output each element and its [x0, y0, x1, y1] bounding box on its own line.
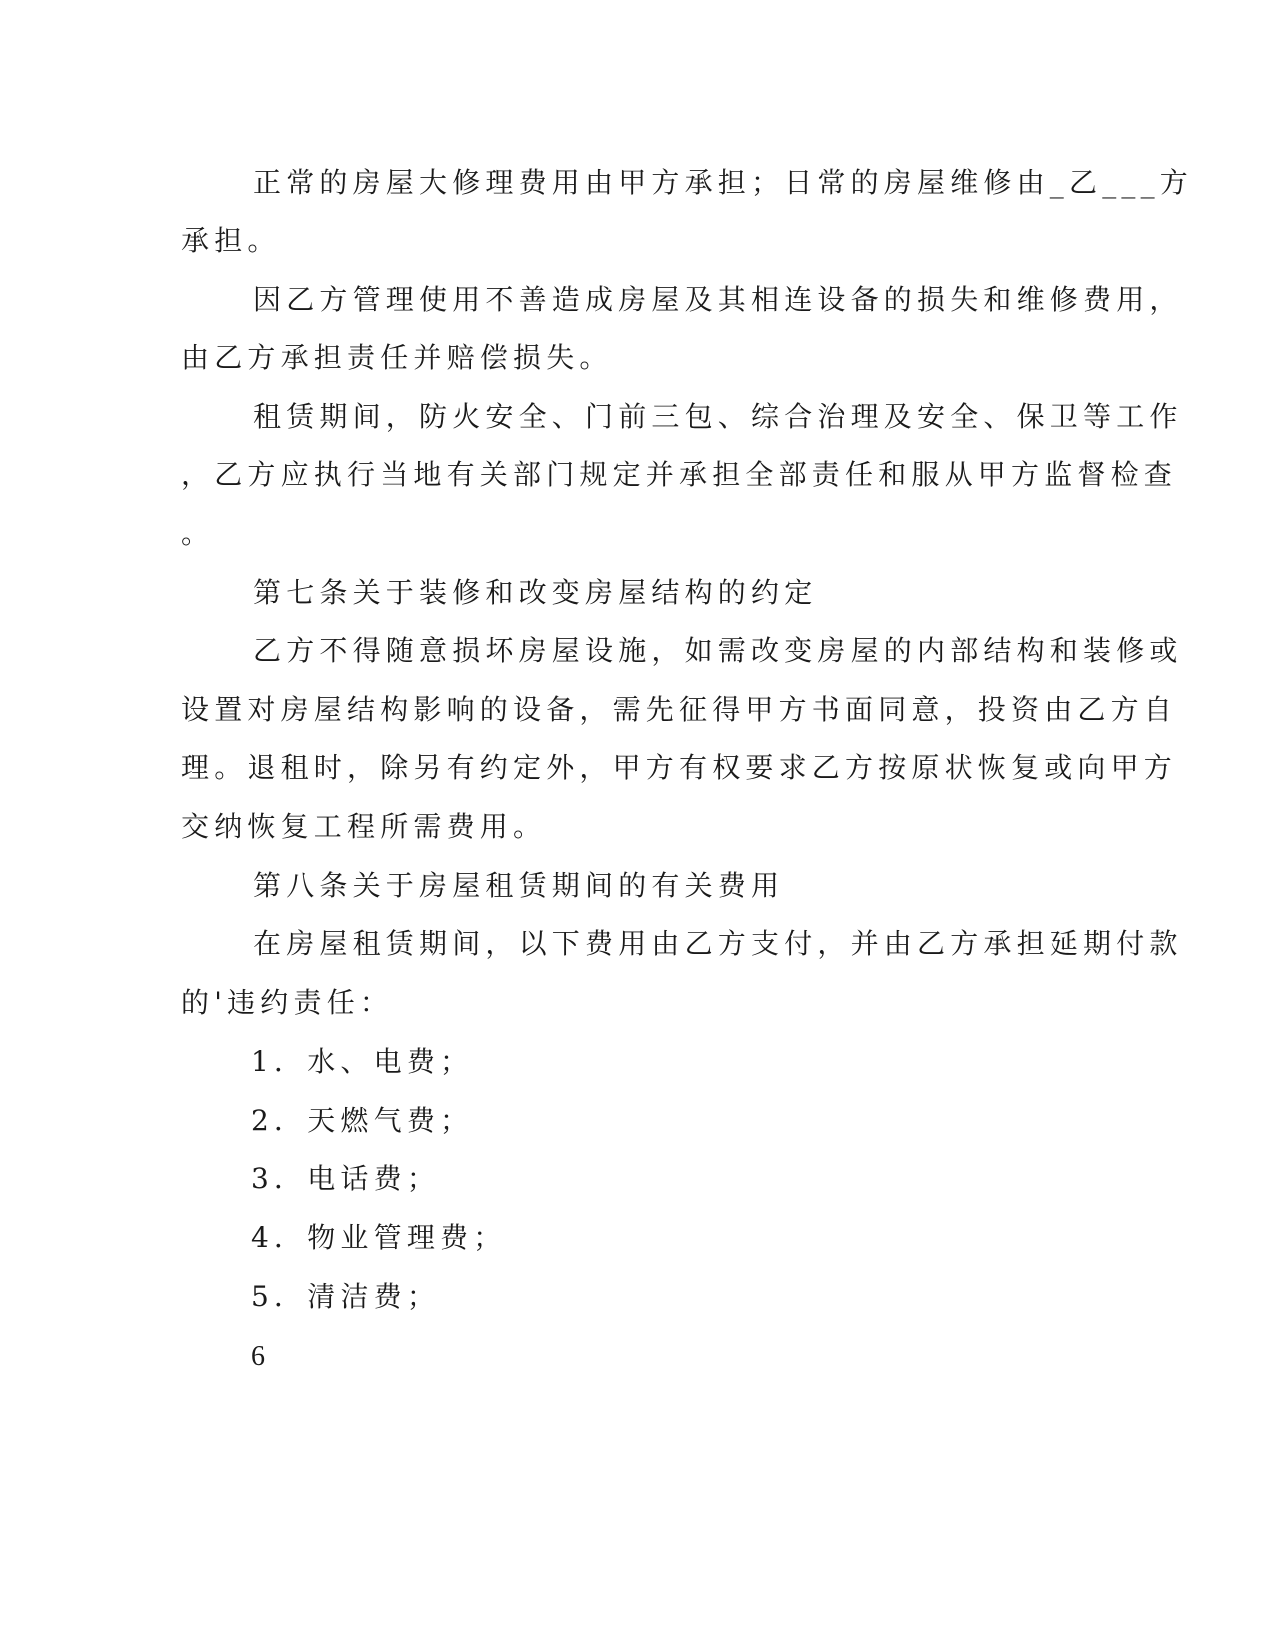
list-item: 6: [251, 1341, 265, 1372]
paragraph-line: 设置对房屋结构影响的设备，需先征得甲方书面同意，投资由乙方自: [181, 693, 1178, 726]
paragraph-line: 承担。: [181, 224, 281, 257]
paragraph-line: 因乙方管理使用不善造成房屋及其相连设备的损失和维修费用，: [253, 283, 1183, 316]
list-item: 5．清洁费；: [251, 1280, 441, 1313]
paragraph-line: ，乙方应执行当地有关部门规定并承担全部责任和服从甲方监督检查: [181, 458, 1178, 491]
paragraph-line: 正常的房屋大修理费用由甲方承担；日常的房屋维修由_乙___方: [253, 166, 1194, 199]
paragraph-line: 在房屋租赁期间，以下费用由乙方支付，并由乙方承担延期付款: [253, 927, 1183, 960]
paragraph-line: 租赁期间，防火安全、门前三包、综合治理及安全、保卫等工作: [253, 400, 1183, 433]
paragraph-line: 的'违约责任：: [181, 986, 394, 1019]
list-item: 1．水、电费；: [251, 1045, 474, 1078]
list-item: 3．电话费；: [251, 1162, 441, 1195]
paragraph-line: 理。退租时，除另有约定外，甲方有权要求乙方按原状恢复或向甲方: [181, 751, 1178, 784]
section-heading: 第七条关于装修和改变房屋结构的约定: [253, 576, 818, 609]
list-item: 4．物业管理费；: [251, 1221, 507, 1254]
paragraph-line: 乙方不得随意损坏房屋设施，如需改变房屋的内部结构和装修或: [253, 634, 1183, 667]
paragraph-line: 交纳恢复工程所需费用。: [181, 810, 547, 843]
list-item: 2．天燃气费；: [251, 1104, 474, 1137]
paragraph-line: 。: [181, 517, 215, 550]
section-heading: 第八条关于房屋租赁期间的有关费用: [253, 869, 785, 902]
paragraph-line: 由乙方承担责任并赔偿损失。: [181, 341, 613, 374]
